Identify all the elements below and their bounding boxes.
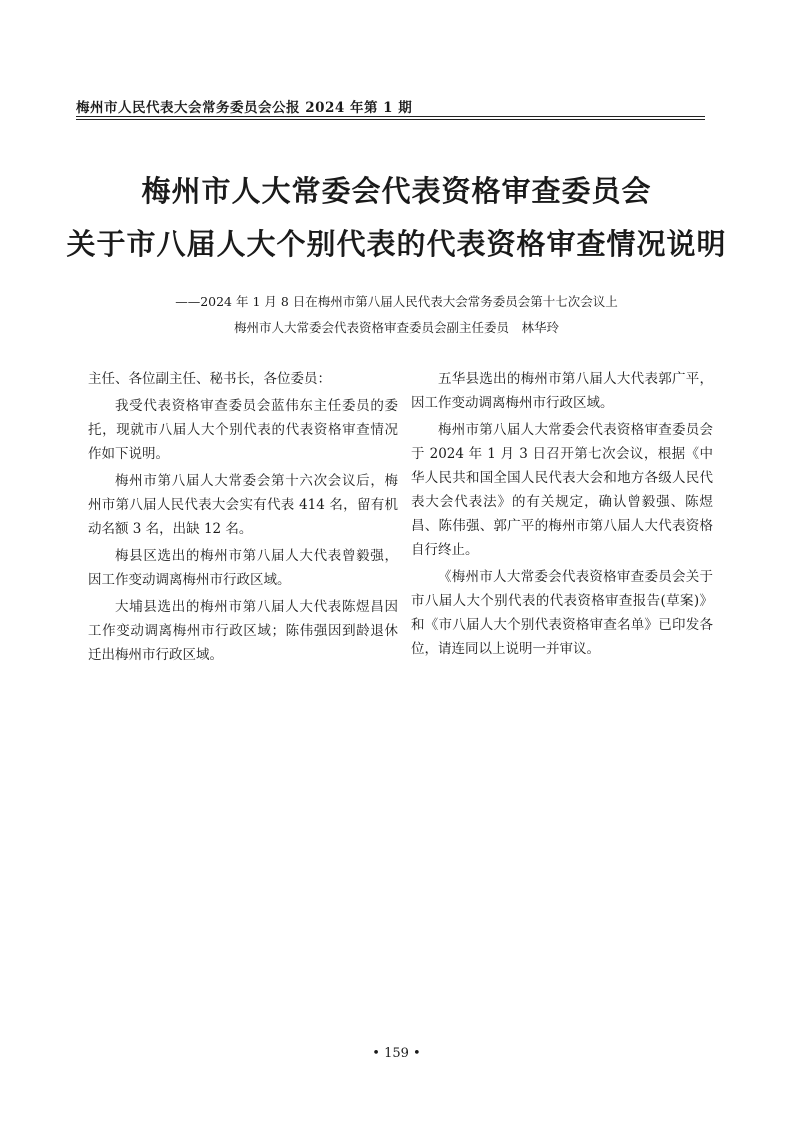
paragraph: 《梅州市人大常委会代表资格审查委员会关于市八届人大个别代表的代表资格审查报告(草案)》和《市八届人大个别代表资格审查名单》已印发各位，请连同以上说明一并审议。 bbox=[411, 569, 713, 657]
salutation: 主任、各位副主任、秘书长，各位委员： bbox=[88, 371, 331, 387]
journal-header: 梅州市人民代表大会常务委员会公报 2024 年第 1 期 bbox=[76, 100, 413, 116]
header-rule-top bbox=[76, 116, 705, 117]
document-title-line-1: 梅州市人大常委会代表资格审查委员会 bbox=[141, 174, 652, 208]
paragraph: 我受代表资格审查委员会蓝伟东主任委员的委托，现就市八届人大个别代表的代表资格审查情况作如下说明。 bbox=[88, 398, 398, 462]
body-column-left bbox=[88, 367, 398, 670]
paragraph: 五华县选出的梅州市第八届人大代表郭广平，因工作变动调离梅州市行政区域。 bbox=[411, 371, 713, 411]
page-number: • 159 • bbox=[372, 1046, 421, 1061]
document-title-line-2: 关于市八届人大个别代表的代表资格审查情况说明 bbox=[66, 227, 727, 261]
speaker-line: 梅州市人大常委会代表资格审查委员会副主任委员 林华玲 bbox=[233, 320, 559, 335]
paragraph: 梅州市第八届人大常委会第十六次会议后，梅州市第八届人民代表大会实有代表 414 名，留有机动名额 3 名，出缺 12 名。 bbox=[88, 473, 398, 537]
meeting-subtitle: ——2024 年 1 月 8 日在梅州市第八届人民代表大会常务委员会第十七次会议上 bbox=[175, 294, 618, 309]
paragraph: 梅县区选出的梅州市第八届人大代表曾毅强，因工作变动调离梅州市行政区域。 bbox=[88, 548, 398, 588]
paragraph: 大埔县选出的梅州市第八届人大代表陈煜昌因工作变动调离梅州市行政区域；陈伟强因到龄退休迁出梅州市行政区域。 bbox=[88, 599, 398, 663]
paragraph: 梅州市第八届人大常委会代表资格审查委员会于 2024 年 1 月 3 日召开第七次会议，根据《中华人民共和国全国人民代表大会和地方各级人民代表大会代表法》的有关规定，确认曾毅强、陈煜昌、陈伟强、郭广平的梅州市第八届人大代表资格自行终止。 bbox=[411, 422, 713, 558]
body-column-right bbox=[411, 367, 713, 664]
header-rule-bottom bbox=[76, 119, 705, 120]
